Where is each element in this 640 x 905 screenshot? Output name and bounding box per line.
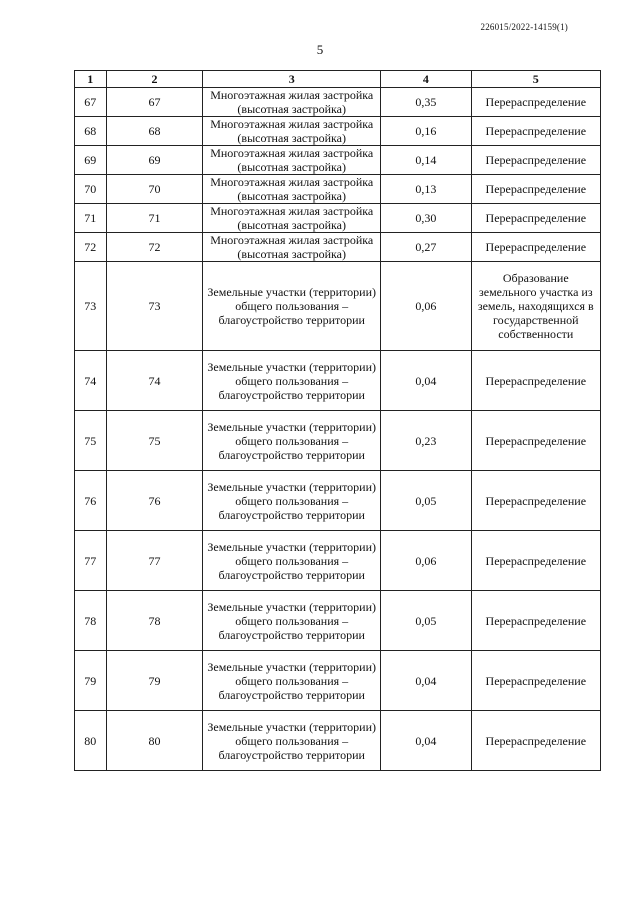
method-cell: Перераспределение	[471, 651, 600, 711]
land-use-cell: Земельные участки (территории) общего пользования – благоустройство территории	[203, 351, 381, 411]
land-use-cell: Земельные участки (территории) общего пользования – благоустройство территории	[203, 262, 381, 351]
method-cell: Перераспределение	[471, 411, 600, 471]
land-use-cell: Многоэтажная жилая застройка (высотная застройка)	[203, 204, 381, 233]
row-number-cell: 76	[75, 471, 107, 531]
method-cell: Перераспределение	[471, 531, 600, 591]
table-row	[75, 233, 601, 262]
row-number-cell: 73	[75, 262, 107, 351]
table-row	[75, 651, 601, 711]
area-cell: 0,06	[381, 262, 471, 351]
plot-id-cell: 76	[106, 471, 203, 531]
column-header: 3	[203, 71, 381, 88]
land-use-cell: Земельные участки (территории) общего пользования – благоустройство территории	[203, 531, 381, 591]
table-header-row	[75, 71, 601, 88]
row-number-cell: 71	[75, 204, 107, 233]
method-cell: Перераспределение	[471, 204, 600, 233]
land-use-cell: Многоэтажная жилая застройка (высотная застройка)	[203, 146, 381, 175]
table-row	[75, 146, 601, 175]
land-use-cell: Многоэтажная жилая застройка (высотная застройка)	[203, 233, 381, 262]
area-cell: 0,27	[381, 233, 471, 262]
plot-id-cell: 77	[106, 531, 203, 591]
area-cell: 0,06	[381, 531, 471, 591]
table-row	[75, 88, 601, 117]
row-number-cell: 80	[75, 711, 107, 771]
area-cell: 0,05	[381, 471, 471, 531]
document-number: 226015/2022-14159(1)	[480, 22, 568, 32]
method-cell: Перераспределение	[471, 146, 600, 175]
plot-id-cell: 78	[106, 591, 203, 651]
area-cell: 0,05	[381, 591, 471, 651]
table-row	[75, 117, 601, 146]
page-number: 5	[316, 42, 324, 57]
row-number-cell: 74	[75, 351, 107, 411]
land-use-cell: Многоэтажная жилая застройка (высотная застройка)	[203, 175, 381, 204]
method-cell: Перераспределение	[471, 175, 600, 204]
table-row	[75, 471, 601, 531]
area-cell: 0,14	[381, 146, 471, 175]
plot-id-cell: 74	[106, 351, 203, 411]
plot-id-cell: 68	[106, 117, 203, 146]
land-use-cell: Земельные участки (территории) общего пользования – благоустройство территории	[203, 411, 381, 471]
area-cell: 0,16	[381, 117, 471, 146]
plot-id-cell: 80	[106, 711, 203, 771]
method-cell: Перераспределение	[471, 351, 600, 411]
area-cell: 0,13	[381, 175, 471, 204]
row-number-cell: 67	[75, 88, 107, 117]
plot-id-cell: 71	[106, 204, 203, 233]
land-plots-table	[74, 70, 601, 771]
plot-id-cell: 69	[106, 146, 203, 175]
method-cell: Перераспределение	[471, 88, 600, 117]
row-number-cell: 72	[75, 233, 107, 262]
method-cell: Образование земельного участка из земель, находящихся в государственной собственности	[471, 262, 600, 351]
area-cell: 0,23	[381, 411, 471, 471]
table-row	[75, 351, 601, 411]
column-header: 1	[75, 71, 107, 88]
method-cell: Перераспределение	[471, 471, 600, 531]
table-row	[75, 411, 601, 471]
row-number-cell: 69	[75, 146, 107, 175]
method-cell: Перераспределение	[471, 591, 600, 651]
method-cell: Перераспределение	[471, 711, 600, 771]
column-header: 4	[381, 71, 471, 88]
land-use-cell: Земельные участки (территории) общего пользования – благоустройство территории	[203, 711, 381, 771]
plot-id-cell: 73	[106, 262, 203, 351]
row-number-cell: 79	[75, 651, 107, 711]
land-use-cell: Земельные участки (территории) общего пользования – благоустройство территории	[203, 651, 381, 711]
table-row	[75, 531, 601, 591]
column-header: 5	[471, 71, 600, 88]
plot-id-cell: 67	[106, 88, 203, 117]
area-cell: 0,04	[381, 651, 471, 711]
row-number-cell: 77	[75, 531, 107, 591]
method-cell: Перераспределение	[471, 233, 600, 262]
table-row	[75, 711, 601, 771]
area-cell: 0,04	[381, 351, 471, 411]
row-number-cell: 70	[75, 175, 107, 204]
row-number-cell: 78	[75, 591, 107, 651]
column-header: 2	[106, 71, 203, 88]
table-row	[75, 204, 601, 233]
land-use-cell: Многоэтажная жилая застройка (высотная застройка)	[203, 117, 381, 146]
area-cell: 0,35	[381, 88, 471, 117]
land-use-cell: Земельные участки (территории) общего пользования – благоустройство территории	[203, 591, 381, 651]
method-cell: Перераспределение	[471, 117, 600, 146]
land-use-cell: Земельные участки (территории) общего пользования – благоустройство территории	[203, 471, 381, 531]
table-row	[75, 175, 601, 204]
area-cell: 0,30	[381, 204, 471, 233]
area-cell: 0,04	[381, 711, 471, 771]
plot-id-cell: 79	[106, 651, 203, 711]
table-row	[75, 262, 601, 351]
row-number-cell: 75	[75, 411, 107, 471]
row-number-cell: 68	[75, 117, 107, 146]
plot-id-cell: 70	[106, 175, 203, 204]
table-row	[75, 591, 601, 651]
plot-id-cell: 72	[106, 233, 203, 262]
land-use-cell: Многоэтажная жилая застройка (высотная застройка)	[203, 88, 381, 117]
plot-id-cell: 75	[106, 411, 203, 471]
